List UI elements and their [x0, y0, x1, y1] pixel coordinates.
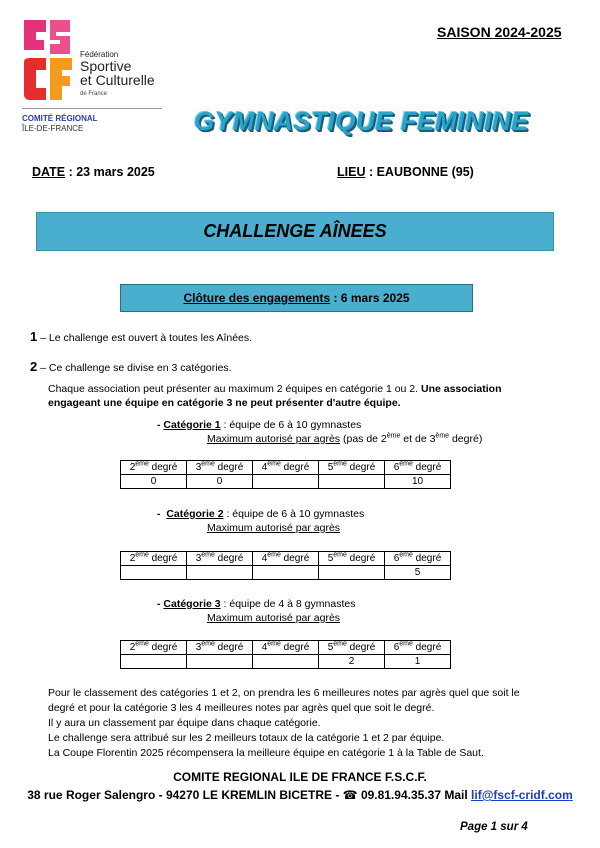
value-cell: 0 [187, 475, 253, 489]
value-cell [319, 566, 385, 580]
logo-divider [22, 108, 162, 109]
value-cell: 1 [385, 655, 451, 669]
closing-value: : 6 mars 2025 [330, 291, 410, 305]
header-cell: 6ème degré [385, 641, 451, 655]
category-3-table [120, 640, 451, 669]
value-cell [187, 655, 253, 669]
ranking-line: Il y aura un classement par équipe dans chaque catégorie. [48, 717, 321, 729]
page-title: GYMNASTIQUE FEMININE [194, 106, 530, 136]
table-row [121, 475, 451, 489]
header-cell: 5ème degré [319, 461, 385, 475]
page-number: Page 1 sur 4 [460, 821, 528, 833]
header-cell: 3ème degré [187, 461, 253, 475]
closing-date-box [120, 284, 473, 312]
value-cell [253, 655, 319, 669]
value-cell [319, 475, 385, 489]
footer-committee: COMITE REGIONAL ILE DE FRANCE F.S.C.F. [173, 770, 427, 784]
value-cell [187, 566, 253, 580]
category-3-heading: - Catégorie 3 : équipe de 4 à 8 gymnastes [157, 598, 356, 610]
value-cell [121, 655, 187, 669]
value-cell [253, 566, 319, 580]
regional-committee: COMITÉ RÉGIONAL ÎLE-DE-FRANCE [22, 114, 98, 133]
ranking-line: La Coupe Florentin 2025 récompensera la meilleure équipe en catégorie 1 à la Table de Saut. [48, 747, 484, 759]
value-cell: 10 [385, 475, 451, 489]
value-cell [253, 475, 319, 489]
closing-label: Clôture des engagements [183, 291, 331, 305]
header-cell: 4ème degré [253, 552, 319, 566]
header-cell: 5ème degré [319, 552, 385, 566]
table-header-row [121, 552, 451, 566]
header-cell: 6ème degré [385, 552, 451, 566]
ranking-line: Le challenge sera attribué sur les 2 meilleurs totaux de la catégorie 1 et 2 par équipe. [48, 732, 445, 744]
event-location: LIEU : EAUBONNE (95) [337, 165, 474, 179]
fscf-logo [22, 18, 74, 102]
header-cell: 5ème degré [319, 641, 385, 655]
org-name: Fédération Sportive et Culturelle de France [80, 50, 155, 97]
rule-2: 2 – Ce challenge se divise en 3 catégories. [30, 359, 232, 374]
header-cell: 4ème degré [253, 461, 319, 475]
ranking-rules [48, 686, 568, 761]
table-header-row [121, 641, 451, 655]
challenge-banner [36, 212, 554, 251]
value-cell [121, 566, 187, 580]
value-cell: 0 [121, 475, 187, 489]
category-1-table [120, 460, 451, 489]
ranking-line: Pour le classement des catégories 1 et 2, on prendra les 6 meilleures notes par agrès quel que soit le [48, 687, 520, 699]
value-cell: 2 [319, 655, 385, 669]
value-cell: 5 [385, 566, 451, 580]
category-2-table [120, 551, 451, 580]
header-cell: 4ème degré [253, 641, 319, 655]
table-header-row [121, 461, 451, 475]
category-1-heading: - Catégorie 1 : équipe de 6 à 10 gymnastes [157, 419, 362, 431]
header-cell: 6ème degré [385, 461, 451, 475]
telephone-icon: ☎ [342, 788, 358, 802]
ranking-line: degré et pour la catégorie 3 les 4 meilleures notes par agrès quel que soit le degré. [48, 702, 435, 714]
footer-contact: 38 rue Roger Salengro - 94270 LE KREMLIN BICETRE - ☎ 09.81.94.35.37 Mail lif@fscf-cridf.com [27, 788, 573, 802]
header-cell: 2ème degré [121, 641, 187, 655]
category-2-heading: - Catégorie 2 : équipe de 6 à 10 gymnastes [157, 508, 365, 520]
category-1-max: Maximum autorisé par agrès (pas de 2ème et de 3ème degré) [207, 432, 483, 445]
email-link[interactable]: lif@fscf-cridf.com [471, 788, 573, 802]
challenge-title: CHALLENGE AÎNEES [203, 221, 387, 241]
event-date: DATE : 23 mars 2025 [32, 165, 155, 179]
header-cell: 2ème degré [121, 552, 187, 566]
header-cell: 3ème degré [187, 552, 253, 566]
header-cell: 3ème degré [187, 641, 253, 655]
category-3-max: Maximum autorisé par agrès [207, 612, 341, 624]
table-row [121, 655, 451, 669]
table-row [121, 566, 451, 580]
season: SAISON 2024-2025 [437, 24, 562, 40]
header-cell: 2ème degré [121, 461, 187, 475]
rule-1: 1 – Le challenge est ouvert à toutes les Aînées. [30, 329, 253, 344]
rule-intro: Chaque association peut présenter au maximum 2 équipes en catégorie 1 ou 2. Une association engageant une équipe en catégorie 3 ne peut présenter d'autre équipe. [48, 383, 502, 409]
category-2-max: Maximum autorisé par agrès [207, 522, 341, 534]
